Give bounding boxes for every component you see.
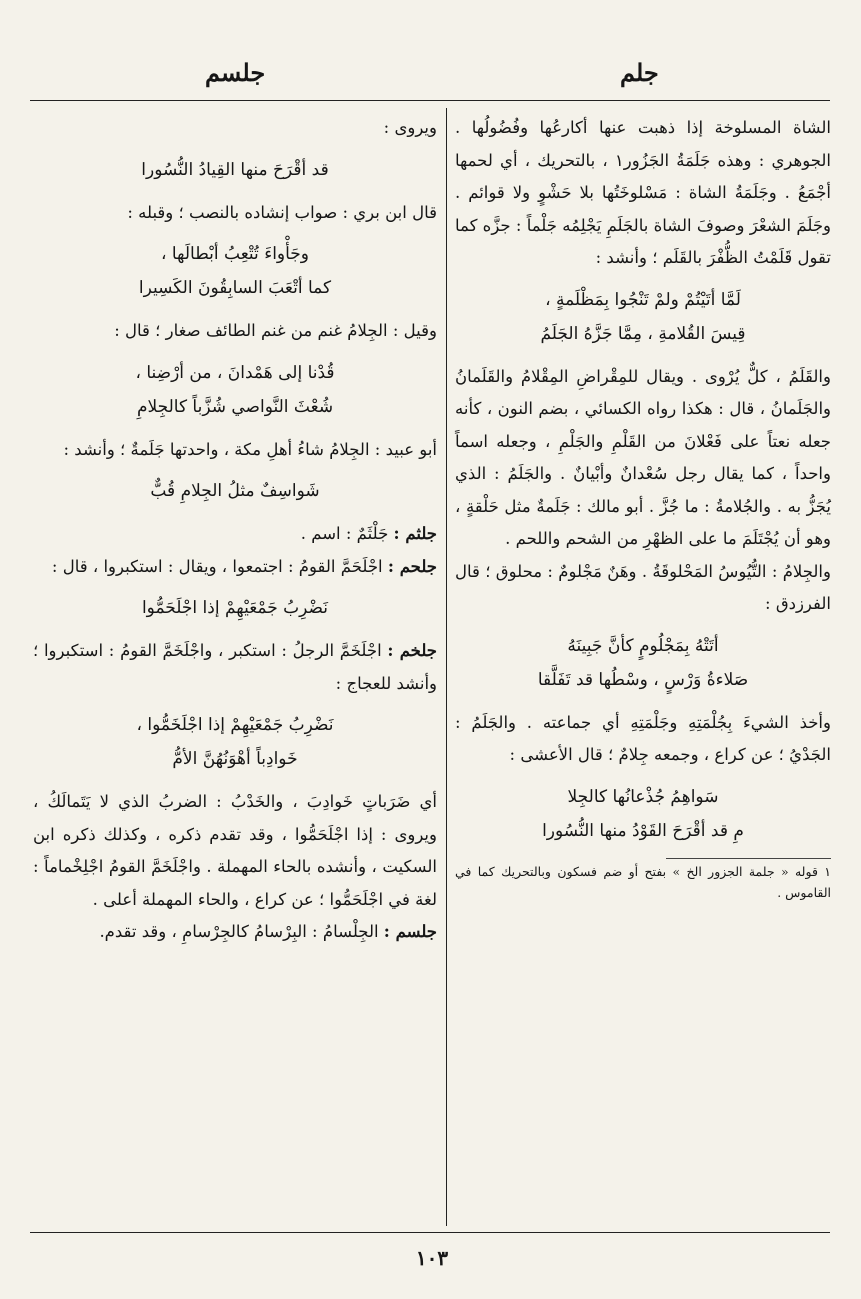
footnote: ١ قوله « جلمة الجزور الخ » بفتح أو ضم فسكون وبالتحريك كما في القاموس . <box>455 863 831 900</box>
verse-block <box>33 708 437 776</box>
verse-line: نَضْرِبُ جَمْعَيْهِمْ إذا اجْلَخَمُّوا ، <box>136 715 334 735</box>
entry-text: الشاة المسلوخة إذا ذهبت عنها أكارعُها وفُضُولُها . الجوهري : وهذه جَلَمَةُ الجَزُور١ ، بالتحريك ، أي لحمها أجْمَعُ . وجَلَمَةُ الشاة : مَسْلوخَتُها بلا حَشْوٍ ولا قوائم . وجَلَمَ الشعْرَ وصوفَ الشاة بالجَلَمِ يَجْلِمُه جَلْماً : جزَّه كما تقول قَلَمْتُ الظُّفْرَ بالقَلَم ؛ وأنشد : <box>455 118 831 267</box>
footer-rule <box>30 1232 830 1233</box>
entry-headword: جلثم : <box>393 524 437 543</box>
verse-block <box>455 283 831 351</box>
entry-body: الجِلْسامُ : البِرْسامُ كالجِرْسامِ ، وقد تقدم. <box>99 922 384 941</box>
verse-line: قُدْنا إلى هَمْدانَ ، من أرْضِنا ، <box>135 362 335 383</box>
entry-headword: جلخم : <box>387 641 437 660</box>
entry-headword: جلسم : <box>383 922 437 941</box>
verse-block <box>33 153 437 187</box>
dictionary-entry <box>33 551 437 584</box>
left-column <box>33 112 437 949</box>
entry-text: أي ضَرَباتٍ خَوادِبَ ، والخَدْبُ : الضربُ الذي لا يَتَمالَكُ ، ويروى : إذا اجْلَحَمُّوا ، وقد تقدم ذكره ، وكذلك ذكره ابن السكيت ، وأنشده بالحاء المهملة . واجْلَخَمَّ القومُ اجْلِخْماماً : لغة في اجْلَحَمُّوا ؛ عن كراع ، والحاء المهملة أعلى . <box>33 792 437 909</box>
running-header-left: جلسم <box>205 58 266 87</box>
header-rule <box>30 100 830 101</box>
right-column <box>455 112 831 903</box>
running-header-right: جلم <box>620 58 659 87</box>
entry-text: وأخذ الشيءَ بِجُلْمَتِهِ وجَلْمَتِهِ أي جماعته . والجَلَمُ : الجَدْيُ ؛ عن كراع ، وجمعه جِلامٌ ؛ قال الأعشى : <box>455 712 831 764</box>
entry-text: والقَلَمُ ، كلٌّ يُرْوى . ويقال للمِقْراضِ المِقْلامُ والقَلَمانُ والجَلَمانُ ، قال : هكذا رواه الكسائي ، بضم النون ، كأنه جعله نعتاً على فَعْلانَ من القَلْمِ والجَلْمِ ، وجعله اسماً واحداً ، كما يقال رجل سُعْدانٌ وأبْيانٌ . والجَلَمُ : الذي يُجَزُّ به . والجُلامةُ : ما جُزَّ . أبو مالك : جَلَمةٌ مثل حَلْقةٍ ، وهو أن يُجْتَلَمَ ما على الظهْرِ من الشحم واللحم . <box>455 366 831 548</box>
entry-body: اجْلَحَمَّ القومُ : اجتمعوا ، ويقال : استكبروا ، قال : <box>51 556 388 576</box>
entry-text: ويروى : <box>383 118 437 137</box>
verse-block <box>33 474 437 508</box>
verse-line: قِيسَ القُلامةِ ، مِمَّا جَزَّهُ الجَلَمُ <box>540 323 746 344</box>
verse-line: كما أتْعَبَ السابِقُونَ الكَسِيرا <box>138 278 332 298</box>
verse-line: قد أقْرَحَ منها القِيادُ النُّسُورا <box>141 159 329 180</box>
entry-text: والجِلامُ : التُّيُوسُ المَحْلوقَةُ . وهَنٌ مَجْلومٌ : محلوق ؛ قال الفرزدق : <box>455 561 831 613</box>
verse-block <box>33 591 437 625</box>
dictionary-entry <box>33 518 437 551</box>
entry-text: وقيل : الجِلامُ غنم من غنم الطائف صغار ؛ قال : <box>114 321 437 340</box>
dictionary-entry <box>33 635 437 700</box>
verse-line: شَواسِفٌ مثلُ الجِلامِ قُبٌّ <box>150 481 320 501</box>
verse-line: سَواهِمُ جُذْعانُها كالجِلا <box>567 786 719 807</box>
verse-line: مِ قد أقْرَحَ القَوْدُ منها النُّسُورا <box>542 820 744 841</box>
entry-headword: جلحم : <box>387 556 437 576</box>
verse-line: خَوادِباً أهْوَنُهُنَّ الأمُّ <box>172 749 298 769</box>
verse-line: صَلاءةُ وَرْسٍ ، وسْطُها قد تَفَلَّقا <box>537 669 749 690</box>
column-divider <box>446 108 447 1226</box>
verse-block <box>455 780 831 848</box>
verse-line: أتَتْهُ بِمَجْلُومٍ كأنَّ جَبِينَهُ <box>567 635 719 656</box>
verse-line: شُعْثَ النَّواصي شُزَّباً كالجِلامِ <box>136 396 334 417</box>
entry-text: قال ابن بري : صواب إنشاده بالنصب ؛ وقبله : <box>127 202 437 222</box>
footnote-rule <box>666 858 831 859</box>
page-number: ١٠٣ <box>415 1246 449 1270</box>
entry-body: اجْلَخَمَّ الرجلُ : استكبر ، واجْلَخَمَّ القومُ : استكبروا ؛ وأنشد للعجاج : <box>33 641 437 693</box>
verse-block <box>455 629 831 697</box>
verse-line: وجَأْواءَ تُتْعِبُ أبْطالَها ، <box>160 244 310 264</box>
verse-block <box>33 237 437 305</box>
verse-block <box>33 356 437 424</box>
dictionary-entry <box>33 916 437 949</box>
entry-body: جَلْثَمٌ : اسم . <box>300 524 394 543</box>
verse-line: لَمَّا أتَيْتُمْ ولمْ تَنْجُوا بِمَظْلَمةٍ ، <box>545 289 741 310</box>
verse-line: نَضْرِبُ جَمْعَيْهِمْ إذا اجْلَحَمُّوا <box>141 598 329 618</box>
entry-text: أبو عبيد : الجِلامُ شاءُ أهلِ مكة ، واحدتها جَلَمةٌ ؛ وأنشد : <box>63 439 437 459</box>
